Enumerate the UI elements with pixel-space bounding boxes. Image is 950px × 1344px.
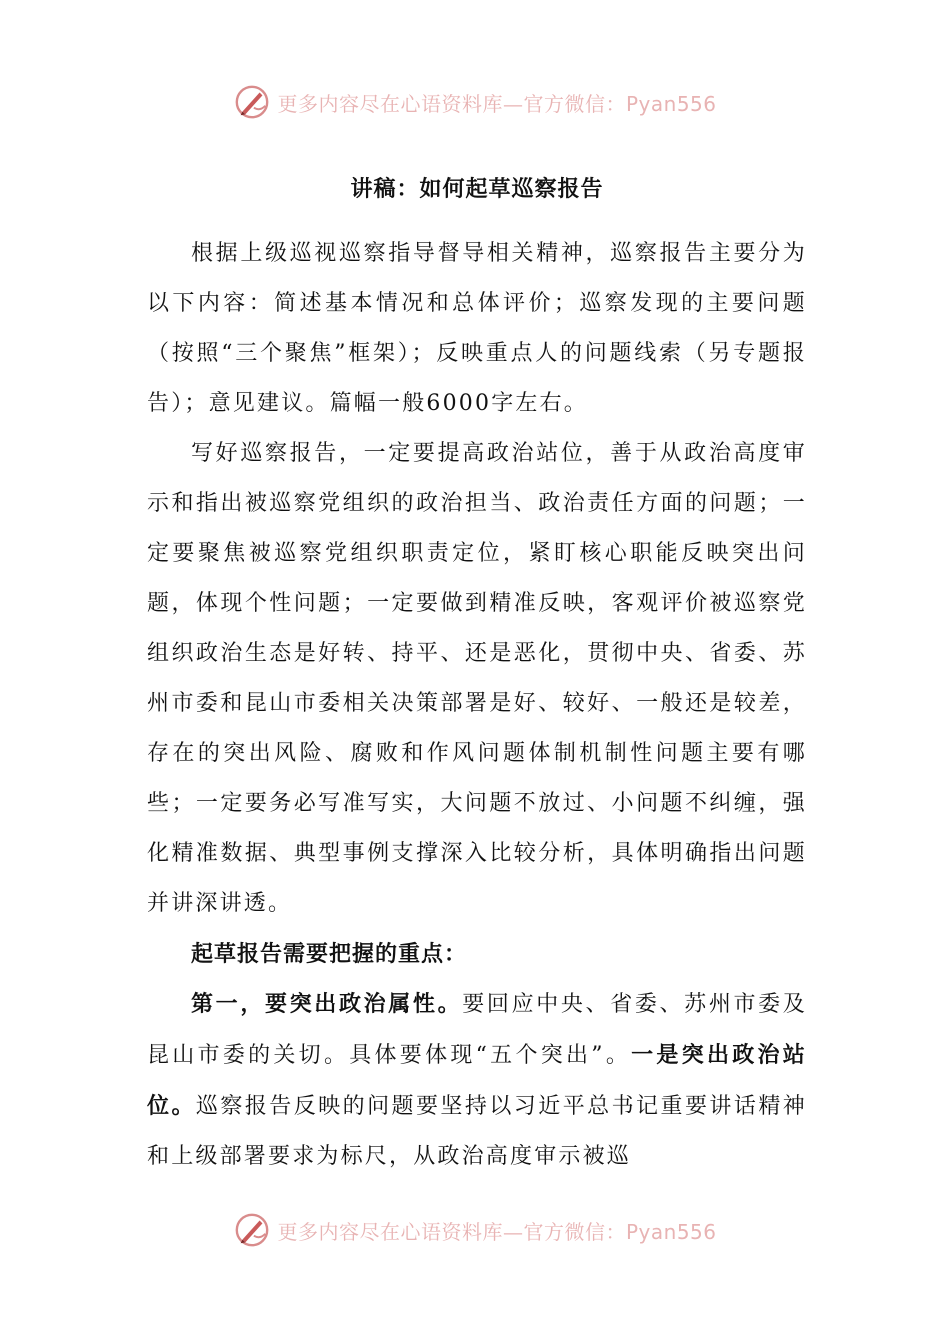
point-one-text: 要回应中央、省委、苏州市委及昆山市委的关切。具体要体现“五个突出”。	[147, 992, 808, 1068]
paragraph-intro: 根据上级巡视巡察指导督导相关精神，巡察报告主要分为以下内容：简述基本情况和总体评价；巡察发现的主要问题（按照“三个聚焦”框架）；反映重点人的问题线索（另专题报告）；意见建议。篇幅一般6000字左右。	[147, 241, 807, 416]
watermark-bottom	[0, 1210, 950, 1250]
watermark-id: Pyan556	[625, 91, 717, 116]
sub-point-one-text: 巡察报告反映的问题要坚持以习近平总书记重要讲话精神和上级部署要求为标尺，从政治高度审示被巡	[147, 1094, 807, 1169]
watermark-text: 更多内容尽在心语资料库—官方微信：Pyan556	[277, 91, 717, 116]
watermark-text: 更多内容尽在心语资料库—官方微信：Pyan556	[277, 1219, 717, 1244]
sub-point-one-label: 一是突出政治站位。	[147, 1042, 807, 1119]
document-body	[147, 172, 807, 1182]
pen-logo-icon	[233, 1211, 271, 1249]
watermark-top	[0, 82, 950, 122]
watermark-id: Pyan556	[625, 1219, 717, 1244]
pen-logo-icon	[233, 83, 271, 121]
paragraph-first-point	[147, 979, 807, 1182]
document-title: 讲稿：如何起草巡察报告	[350, 176, 604, 202]
section-heading: 起草报告需要把握的重点：	[191, 941, 468, 967]
paragraph-requirements: 写好巡察报告，一定要提高政治站位，善于从政治高度审示和指出被巡察党组织的政治担当、政治责任方面的问题；一定要聚焦被巡察党组织职责定位，紧盯核心职能反映突出问题，体现个性问题；一定要做到精准反映，客观评价被巡察党组织政治生态是好转、持平、还是恶化，贯彻中央、省委、苏州市委和昆山市委相关决策部署是好、较好、一般还是较差，存在的突出风险、腐败和作风问题体制机制性问题主要有哪些；一定要务必写准写实，大问题不放过、小问题不纠缠，强化精准数据、典型事例支撑深入比较分析，具体明确指出问题并讲深讲透。	[147, 441, 807, 916]
point-one-label: 第一，要突出政治属性。	[191, 991, 463, 1017]
